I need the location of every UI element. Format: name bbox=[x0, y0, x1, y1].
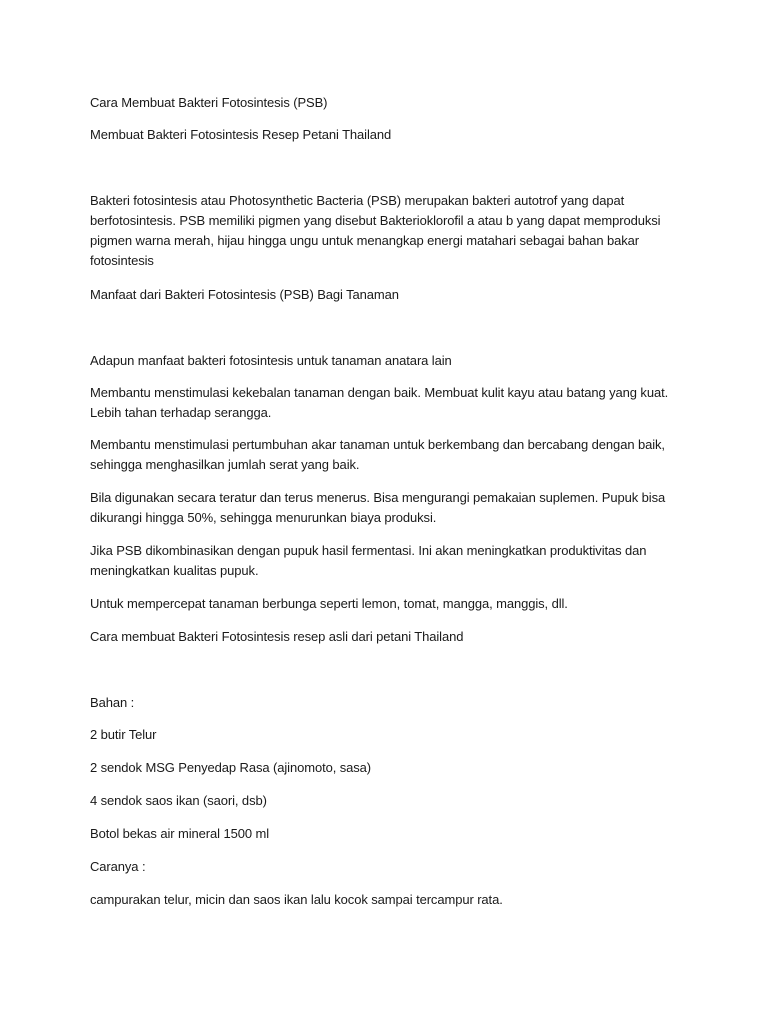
intro-paragraph: Bakteri fotosintesis atau Photosynthetic Bacteria (PSB) merupakan bakteri autotrof yang dapat berfotosintesis. PSB memiliki pigmen yang disebut Bakterioklorofil a atau b yang dapat memproduksi pigmen warna merah, hijau hingga ungu untuk menangkap energi matahari sebagai bahan bakar fotosintesis bbox=[90, 193, 661, 268]
benefit-item: Membantu menstimulasi kekebalan tanaman dengan baik. Membuat kulit kayu atau batang yang kuat. Lebih tahan terhadap serangga. bbox=[90, 385, 669, 420]
method-label: Caranya : bbox=[90, 859, 146, 874]
ingredient-item: 4 sendok saos ikan (saori, dsb) bbox=[90, 793, 267, 808]
benefits-heading: Manfaat dari Bakteri Fotosintesis (PSB) Bagi Tanaman bbox=[90, 287, 399, 302]
document-title: Cara Membuat Bakteri Fotosintesis (PSB) bbox=[90, 95, 328, 110]
ingredients-label: Bahan : bbox=[90, 695, 135, 710]
benefit-item: Bila digunakan secara teratur dan terus menerus. Bisa mengurangi pemakaian suplemen. Pupuk bisa dikurangi hingga 50%, sehingga menurunkan biaya produksi. bbox=[90, 490, 666, 525]
ingredient-item: Botol bekas air mineral 1500 ml bbox=[90, 826, 269, 841]
benefit-item: Untuk mempercepat tanaman berbunga seperti lemon, tomat, mangga, manggis, dll. bbox=[90, 596, 568, 611]
method-step: campurakan telur, micin dan saos ikan lalu kocok sampai tercampur rata. bbox=[90, 892, 503, 907]
benefits-intro: Adapun manfaat bakteri fotosintesis untuk tanaman anatara lain bbox=[90, 353, 452, 368]
recipe-heading: Cara membuat Bakteri Fotosintesis resep asli dari petani Thailand bbox=[90, 629, 464, 644]
ingredient-item: 2 sendok MSG Penyedap Rasa (ajinomoto, sasa) bbox=[90, 760, 372, 775]
document-subtitle: Membuat Bakteri Fotosintesis Resep Petani Thailand bbox=[90, 127, 392, 142]
ingredient-item: 2 butir Telur bbox=[90, 727, 157, 742]
benefit-item: Membantu menstimulasi pertumbuhan akar tanaman untuk berkembang dan bercabang dengan baik, sehingga menghasilkan jumlah serat yang baik. bbox=[90, 437, 665, 472]
benefit-item: Jika PSB dikombinasikan dengan pupuk hasil fermentasi. Ini akan meningkatkan produktivitas dan meningkatkan kualitas pupuk. bbox=[90, 543, 647, 578]
